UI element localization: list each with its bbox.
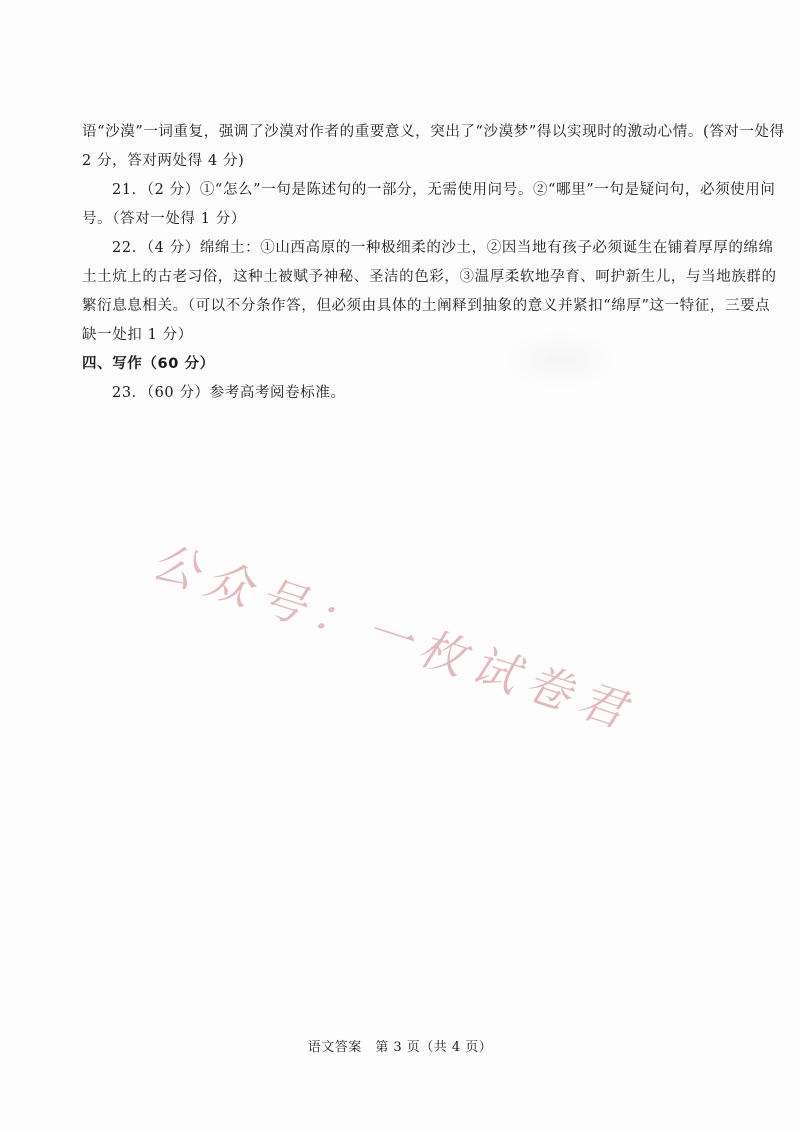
watermark-text: 公众号：一枚试卷君 [145, 533, 642, 741]
answer-22-line-2: 土土炕上的古老习俗，这种土被赋予神秘、圣洁的色彩，③温厚柔软地孕育、呵护新生儿，与当地族群的 [82, 269, 777, 285]
answer-text-body [82, 118, 785, 408]
answer-20-line-2: 2 分，答对两处得 4 分) [82, 153, 245, 169]
section-heading-writing: 四、写作（60 分） [82, 356, 215, 372]
answer-22-line-3: 繁衍息息相关。（可以不分条作答，但必须由具体的土阐释到抽象的意义并紧扣“绵厚”这一特征，三要点 [82, 298, 771, 314]
page-footer: 语文答案 第 3 页（共 4 页） [307, 1040, 493, 1055]
answer-21-line-2: 号。（答对一处得 1 分） [82, 211, 246, 227]
answer-21-line-1: 21．（2 分）①“怎么”一句是陈述句的一部分，无需使用问号。②“哪里”一句是疑问句，必须使用问 [112, 182, 776, 198]
answer-20-line-1: 语“沙漠”一词重复，强调了沙漠对作者的重要意义，突出了“沙漠梦”得以实现时的激动心情。(答对一处得 [82, 124, 785, 140]
answer-23: 23．（60 分）参考高考阅卷标准。 [112, 385, 346, 401]
answer-22-line-1: 22．（4 分）绵绵土：①山西高原的一种极细柔的沙土，②因当地有孩子必须诞生在铺着厚厚的绵绵 [112, 240, 774, 256]
answer-22-line-4: 缺一处扣 1 分） [82, 327, 193, 343]
